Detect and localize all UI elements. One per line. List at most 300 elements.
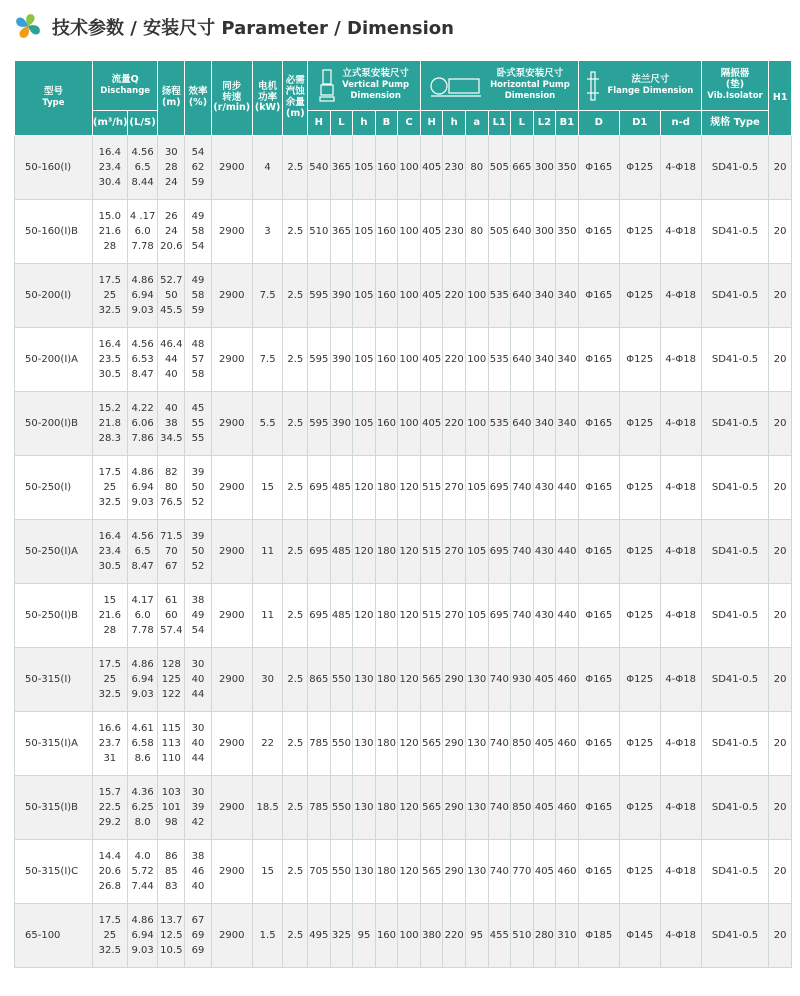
cell-flow-ls-value: 4.56	[131, 531, 154, 542]
cell-flow-m3h	[92, 840, 127, 904]
cell-flange-dim: Φ165	[578, 328, 619, 392]
cell-flange-dim: Φ165	[578, 584, 619, 648]
cell-vertical-dim: 365	[330, 200, 353, 264]
cell-flange-dim: 4-Φ18	[660, 328, 701, 392]
cell-horizontal-dim: 850	[511, 776, 534, 840]
cell-efficiency-value: 50	[191, 482, 205, 493]
table-row	[15, 456, 792, 520]
cell-vertical-dim: 120	[398, 456, 421, 520]
cell-vertical-dim: 180	[375, 840, 398, 904]
cell-flow-m3h-value: 23.4	[98, 162, 121, 173]
cell-head-value: 110	[161, 753, 181, 764]
cell-vertical-dim: 130	[353, 840, 376, 904]
cell-flow-m3h-value: 32.5	[98, 305, 121, 316]
cell-flow-m3h-value: 16.6	[98, 723, 121, 734]
cell-horizontal-dim: 405	[533, 712, 556, 776]
cell-vertical-dim: 485	[330, 456, 353, 520]
cell-horizontal-dim: 230	[443, 200, 466, 264]
cell-vertical-dim: 100	[398, 264, 421, 328]
cell-efficiency	[185, 840, 212, 904]
cell-flow-m3h-value: 32.5	[98, 689, 121, 700]
cell-flow-m3h	[92, 520, 127, 584]
cell-flow-ls-value: 9.03	[131, 497, 154, 508]
cell-horizontal-dim: 130	[465, 776, 488, 840]
cell-efficiency	[185, 776, 212, 840]
cell-speed: 2900	[211, 392, 252, 456]
cell-vertical-dim: 160	[375, 200, 398, 264]
cell-efficiency-value: 62	[191, 162, 205, 173]
cell-horizontal-dim: 130	[465, 712, 488, 776]
cell-vertical-dim: 180	[375, 648, 398, 712]
horizontal-pump-icon	[429, 74, 483, 98]
cell-flow-m3h-value: 15	[103, 595, 117, 606]
cell-flow-ls	[127, 456, 158, 520]
cell-flow-ls-value: 9.03	[131, 689, 154, 700]
cell-model: 50-315(I)C	[15, 840, 93, 904]
cell-vertical-dim: 120	[353, 520, 376, 584]
cell-horizontal-dim: 460	[556, 712, 579, 776]
cell-vertical-dim: 485	[330, 584, 353, 648]
cell-flange-dim: 4-Φ18	[660, 584, 701, 648]
cell-vertical-dim: 695	[308, 520, 331, 584]
cell-horizontal-dim: 340	[556, 264, 579, 328]
cell-head-value: 52.7	[160, 275, 183, 286]
cell-h1: 20	[769, 904, 792, 968]
col-power: 电机 功率 (kW)	[252, 61, 283, 136]
cell-flange-dim: 4-Φ18	[660, 520, 701, 584]
cell-flow-ls-value: 7.44	[131, 881, 154, 892]
cell-vertical-dim: 510	[308, 200, 331, 264]
cell-flow-m3h-value: 23.5	[98, 354, 121, 365]
cell-horizontal-dim: 505	[488, 200, 511, 264]
cell-vertical-dim: 130	[353, 776, 376, 840]
cell-efficiency-value: 57	[191, 354, 205, 365]
cell-flow-ls-value: 8.6	[134, 753, 151, 764]
cell-horizontal-dim: 105	[465, 520, 488, 584]
cell-vertical-dim: 695	[308, 456, 331, 520]
cell-efficiency-value: 48	[191, 339, 205, 350]
cell-h1: 20	[769, 840, 792, 904]
cell-vertical-dim: 120	[353, 584, 376, 648]
cell-flange-dim: 4-Φ18	[660, 712, 701, 776]
cell-flow-ls-value: 8.44	[131, 177, 154, 188]
cell-horizontal-dim: 220	[443, 392, 466, 456]
cell-flow-ls-value: 9.03	[131, 945, 154, 956]
cell-flow-ls-value: 4.61	[131, 723, 154, 734]
cell-efficiency-value: 40	[191, 674, 205, 685]
cell-head-value: 86	[164, 851, 178, 862]
cell-vertical-dim: 785	[308, 712, 331, 776]
cell-head	[158, 840, 185, 904]
col-vib-isolator: 隔振器 (垫) Vib.Isolator	[701, 61, 769, 111]
cell-model: 50-250(I)	[15, 456, 93, 520]
cell-vertical-dim: 695	[308, 584, 331, 648]
cell-flow-ls-value: 7.78	[131, 241, 154, 252]
col-head: 扬程 (m)	[158, 61, 185, 136]
cell-speed: 2900	[211, 200, 252, 264]
col-hz-h: h	[443, 111, 466, 136]
cell-horizontal-dim: 405	[420, 392, 443, 456]
cell-model: 50-315(I)	[15, 648, 93, 712]
cell-head-value: 128	[161, 659, 181, 670]
cell-flow-m3h-value: 28	[103, 625, 117, 636]
cell-vib-type: SD41-0.5	[701, 200, 769, 264]
cell-head-value: 70	[164, 546, 178, 557]
cell-flange-dim: Φ125	[619, 328, 660, 392]
table-row	[15, 328, 792, 392]
cell-horizontal-dim: 300	[533, 200, 556, 264]
cell-horizontal-dim: 740	[511, 584, 534, 648]
cell-efficiency	[185, 392, 212, 456]
cell-horizontal-dim: 695	[488, 584, 511, 648]
cell-head-value: 80	[164, 482, 178, 493]
cell-efficiency-value: 39	[191, 531, 205, 542]
cell-power: 22	[252, 712, 283, 776]
cell-horizontal-dim: 440	[556, 520, 579, 584]
cell-speed: 2900	[211, 712, 252, 776]
cell-power: 7.5	[252, 328, 283, 392]
col-horizontal-dimension: 卧式泵安装尺寸 Horizontal Pump Dimension	[420, 61, 578, 111]
cell-flow-m3h-value: 20.6	[98, 866, 121, 877]
cell-vertical-dim: 100	[398, 328, 421, 392]
table-row	[15, 776, 792, 840]
cell-horizontal-dim: 270	[443, 520, 466, 584]
cell-horizontal-dim: 230	[443, 136, 466, 200]
cell-flow-ls-value: 6.5	[134, 162, 151, 173]
cell-speed: 2900	[211, 584, 252, 648]
cell-head-value: 122	[161, 689, 181, 700]
cell-horizontal-dim: 290	[443, 776, 466, 840]
cell-head-value: 12.5	[160, 930, 183, 941]
cell-horizontal-dim: 220	[443, 904, 466, 968]
cell-vib-type: SD41-0.5	[701, 904, 769, 968]
cell-horizontal-dim: 565	[420, 840, 443, 904]
cell-speed: 2900	[211, 328, 252, 392]
cell-flow-m3h-value: 25	[103, 482, 117, 493]
cell-efficiency-value: 52	[191, 497, 205, 508]
cell-flow-m3h-value: 21.6	[98, 226, 121, 237]
cell-horizontal-dim: 740	[488, 648, 511, 712]
cell-vertical-dim: 180	[375, 712, 398, 776]
cell-head	[158, 392, 185, 456]
cell-flow-m3h-value: 16.4	[98, 531, 121, 542]
cell-horizontal-dim: 310	[556, 904, 579, 968]
cell-horizontal-dim: 350	[556, 136, 579, 200]
cell-head-value: 13.7	[160, 915, 183, 926]
cell-flow-ls-value: 7.86	[131, 433, 154, 444]
cell-flow-ls-value: 4.86	[131, 275, 154, 286]
cell-vertical-dim: 365	[330, 136, 353, 200]
cell-efficiency-value: 40	[191, 738, 205, 749]
cell-flow-m3h	[92, 584, 127, 648]
cell-vertical-dim: 100	[398, 904, 421, 968]
cell-horizontal-dim: 640	[511, 392, 534, 456]
cell-efficiency-value: 40	[191, 881, 205, 892]
cell-flow-ls-value: 6.06	[131, 418, 154, 429]
cell-flange-dim: Φ165	[578, 776, 619, 840]
cell-horizontal-dim: 95	[465, 904, 488, 968]
cell-flow-ls-value: 6.0	[134, 226, 151, 237]
cell-horizontal-dim: 460	[556, 840, 579, 904]
cell-horizontal-dim: 640	[511, 328, 534, 392]
cell-flange-dim: 4-Φ18	[660, 904, 701, 968]
cell-efficiency-value: 50	[191, 546, 205, 557]
cell-flow-ls-value: 4.86	[131, 915, 154, 926]
cell-efficiency	[185, 200, 212, 264]
table-row	[15, 904, 792, 968]
cell-efficiency-value: 45	[191, 403, 205, 414]
cell-vertical-dim: 120	[398, 840, 421, 904]
cell-flow-m3h-value: 15.0	[98, 211, 121, 222]
cell-flow-ls-value: 6.25	[131, 802, 154, 813]
parameter-table-container	[14, 60, 792, 968]
cell-efficiency	[185, 520, 212, 584]
cell-npsh: 2.5	[283, 264, 308, 328]
cell-model: 50-250(I)A	[15, 520, 93, 584]
cell-flow-m3h	[92, 136, 127, 200]
cell-horizontal-dim: 930	[511, 648, 534, 712]
cell-vertical-dim: 160	[375, 904, 398, 968]
cell-flange-dim: Φ125	[619, 776, 660, 840]
cell-horizontal-dim: 440	[556, 584, 579, 648]
cell-npsh: 2.5	[283, 200, 308, 264]
cell-horizontal-dim: 565	[420, 648, 443, 712]
cell-npsh: 2.5	[283, 648, 308, 712]
cell-efficiency-value: 44	[191, 753, 205, 764]
col-h1: H1	[769, 61, 792, 136]
cell-efficiency-value: 59	[191, 305, 205, 316]
table-row	[15, 584, 792, 648]
cell-flow-ls-value: 6.94	[131, 930, 154, 941]
cell-power: 15	[252, 456, 283, 520]
cell-head-value: 50	[164, 290, 178, 301]
col-fl-D1: D1	[619, 111, 660, 136]
cell-efficiency-value: 58	[191, 290, 205, 301]
cell-horizontal-dim: 505	[488, 136, 511, 200]
cell-horizontal-dim: 270	[443, 456, 466, 520]
cell-flow-ls	[127, 328, 158, 392]
cell-head	[158, 456, 185, 520]
cell-efficiency-value: 30	[191, 723, 205, 734]
cell-horizontal-dim: 440	[556, 456, 579, 520]
cell-vertical-dim: 180	[375, 584, 398, 648]
cell-horizontal-dim: 290	[443, 840, 466, 904]
cell-vertical-dim: 100	[398, 136, 421, 200]
cell-vib-type: SD41-0.5	[701, 392, 769, 456]
cell-head-value: 46.4	[160, 339, 183, 350]
cell-flow-ls	[127, 712, 158, 776]
cell-head-value: 83	[164, 881, 178, 892]
cell-efficiency-value: 55	[191, 433, 205, 444]
table-row	[15, 264, 792, 328]
cell-h1: 20	[769, 392, 792, 456]
cell-flow-ls	[127, 584, 158, 648]
cell-head	[158, 776, 185, 840]
cell-horizontal-dim: 640	[511, 264, 534, 328]
cell-vertical-dim: 550	[330, 648, 353, 712]
cell-npsh: 2.5	[283, 904, 308, 968]
cell-head-value: 44	[164, 354, 178, 365]
cell-npsh: 2.5	[283, 840, 308, 904]
cell-model: 50-200(I)B	[15, 392, 93, 456]
flange-icon	[586, 71, 600, 101]
cell-speed: 2900	[211, 520, 252, 584]
cell-vib-type: SD41-0.5	[701, 840, 769, 904]
cell-head	[158, 648, 185, 712]
cell-efficiency	[185, 264, 212, 328]
cell-efficiency-value: 69	[191, 930, 205, 941]
col-flow-m3h: (m³/h)	[92, 111, 127, 136]
cell-flow-ls-value: 6.58	[131, 738, 154, 749]
cell-horizontal-dim: 565	[420, 776, 443, 840]
cell-vib-type: SD41-0.5	[701, 456, 769, 520]
col-speed: 同步 转速 (r/min)	[211, 61, 252, 136]
cell-flow-ls-value: 4.0	[134, 851, 151, 862]
cell-model: 50-160(I)B	[15, 200, 93, 264]
cell-speed: 2900	[211, 136, 252, 200]
cell-horizontal-dim: 665	[511, 136, 534, 200]
table-row	[15, 136, 792, 200]
col-hz-B1: B1	[556, 111, 579, 136]
cell-flange-dim: 4-Φ18	[660, 392, 701, 456]
cell-horizontal-dim: 105	[465, 456, 488, 520]
col-v-B: B	[375, 111, 398, 136]
cell-flow-ls-value: 5.72	[131, 866, 154, 877]
cell-vertical-dim: 540	[308, 136, 331, 200]
cell-flow-m3h-value: 32.5	[98, 945, 121, 956]
cell-head	[158, 904, 185, 968]
cell-flange-dim: Φ125	[619, 392, 660, 456]
cell-vib-type: SD41-0.5	[701, 648, 769, 712]
cell-vertical-dim: 495	[308, 904, 331, 968]
cell-flow-m3h-value: 25	[103, 930, 117, 941]
cell-flow-m3h	[92, 200, 127, 264]
cell-head-value: 24	[164, 177, 178, 188]
cell-flow-ls	[127, 776, 158, 840]
cell-vertical-dim: 550	[330, 776, 353, 840]
cell-flange-dim: Φ185	[578, 904, 619, 968]
cell-flange-dim: Φ165	[578, 200, 619, 264]
cell-flow-ls-value: 4.56	[131, 339, 154, 350]
cell-horizontal-dim: 405	[420, 264, 443, 328]
cell-vertical-dim: 595	[308, 392, 331, 456]
cell-head-value: 101	[161, 802, 181, 813]
cell-flow-m3h-value: 15.2	[98, 403, 121, 414]
cell-efficiency-value: 39	[191, 802, 205, 813]
col-model: 型号 Type	[15, 61, 93, 136]
cell-flow-ls-value: 4.86	[131, 659, 154, 670]
cell-flow-m3h-value: 30.5	[98, 369, 121, 380]
cell-efficiency-value: 38	[191, 595, 205, 606]
cell-npsh: 2.5	[283, 456, 308, 520]
cell-flange-dim: Φ125	[619, 648, 660, 712]
cell-vertical-dim: 105	[353, 328, 376, 392]
cell-efficiency-value: 58	[191, 226, 205, 237]
col-hz-L2: L2	[533, 111, 556, 136]
cell-head	[158, 712, 185, 776]
cell-horizontal-dim: 220	[443, 264, 466, 328]
cell-vib-type: SD41-0.5	[701, 136, 769, 200]
cell-flow-m3h-value: 17.5	[98, 275, 121, 286]
col-v-H: H	[308, 111, 331, 136]
cell-flow-m3h-value: 21.8	[98, 418, 121, 429]
cell-flow-ls-value: 9.03	[131, 305, 154, 316]
cell-efficiency-value: 58	[191, 369, 205, 380]
cell-flow-m3h-value: 26.8	[98, 881, 121, 892]
cell-vertical-dim: 785	[308, 776, 331, 840]
cell-flow-ls	[127, 136, 158, 200]
cell-vertical-dim: 705	[308, 840, 331, 904]
cell-vertical-dim: 105	[353, 136, 376, 200]
col-v-C: C	[398, 111, 421, 136]
cell-horizontal-dim: 130	[465, 648, 488, 712]
cell-horizontal-dim: 340	[556, 328, 579, 392]
cell-h1: 20	[769, 328, 792, 392]
cell-head-value: 67	[164, 561, 178, 572]
cell-vertical-dim: 550	[330, 712, 353, 776]
cell-head-value: 40	[164, 369, 178, 380]
cell-horizontal-dim: 220	[443, 328, 466, 392]
cell-head	[158, 328, 185, 392]
cell-horizontal-dim: 740	[511, 456, 534, 520]
cell-flow-ls	[127, 904, 158, 968]
cell-h1: 20	[769, 264, 792, 328]
cell-flange-dim: Φ165	[578, 520, 619, 584]
cell-vertical-dim: 390	[330, 264, 353, 328]
cell-horizontal-dim: 405	[533, 776, 556, 840]
cell-flange-dim: Φ145	[619, 904, 660, 968]
cell-flow-m3h-value: 17.5	[98, 915, 121, 926]
cell-h1: 20	[769, 136, 792, 200]
cell-vertical-dim: 160	[375, 328, 398, 392]
cell-efficiency-value: 54	[191, 625, 205, 636]
cell-head-value: 20.6	[160, 241, 183, 252]
cell-h1: 20	[769, 200, 792, 264]
col-vib-type: 规格 Type	[701, 111, 769, 136]
cell-flow-ls-value: 4.22	[131, 403, 154, 414]
cell-flow-ls-value: 6.94	[131, 674, 154, 685]
cell-power: 18.5	[252, 776, 283, 840]
cell-head-value: 34.5	[160, 433, 183, 444]
cell-head-value: 38	[164, 418, 178, 429]
cell-head-value: 10.5	[160, 945, 183, 956]
cell-efficiency-value: 55	[191, 418, 205, 429]
cell-horizontal-dim: 770	[511, 840, 534, 904]
cell-speed: 2900	[211, 456, 252, 520]
cell-flow-ls-value: 6.0	[134, 610, 151, 621]
cell-horizontal-dim: 430	[533, 584, 556, 648]
cell-flow-m3h	[92, 904, 127, 968]
cell-horizontal-dim: 80	[465, 200, 488, 264]
cell-vertical-dim: 390	[330, 392, 353, 456]
cell-flow-ls	[127, 392, 158, 456]
cell-horizontal-dim: 740	[488, 776, 511, 840]
cell-horizontal-dim: 695	[488, 520, 511, 584]
cell-vertical-dim: 180	[375, 520, 398, 584]
cell-horizontal-dim: 100	[465, 328, 488, 392]
cell-horizontal-dim: 80	[465, 136, 488, 200]
cell-horizontal-dim: 350	[556, 200, 579, 264]
cell-flow-ls-value: 7.78	[131, 625, 154, 636]
cell-flange-dim: Φ165	[578, 840, 619, 904]
cell-flow-m3h-value: 23.4	[98, 546, 121, 557]
cell-efficiency-value: 67	[191, 915, 205, 926]
cell-flow-m3h-value: 32.5	[98, 497, 121, 508]
cell-efficiency-value: 42	[191, 817, 205, 828]
cell-efficiency-value: 49	[191, 275, 205, 286]
cell-power: 15	[252, 840, 283, 904]
cell-efficiency	[185, 648, 212, 712]
